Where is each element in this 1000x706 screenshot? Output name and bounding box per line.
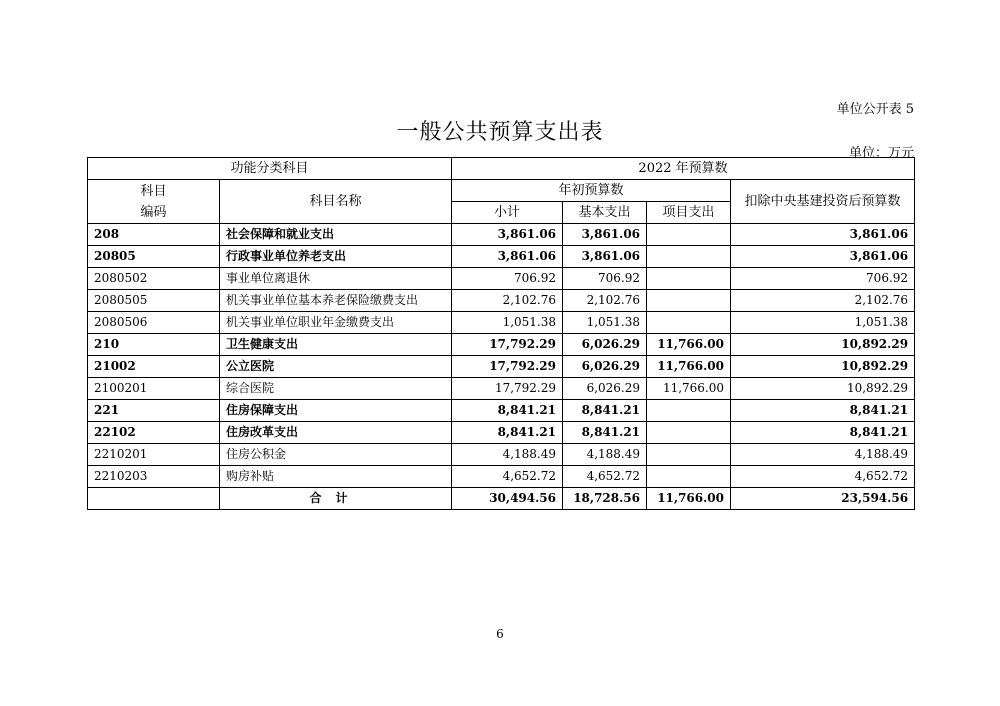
row-code: 221 [88,400,220,422]
row-subtotal: 8,841.21 [452,422,563,444]
row-basic: 6,026.29 [563,378,647,400]
row-name: 住房公积金 [220,444,452,466]
table-row [88,268,915,290]
column-header-code [88,180,220,224]
row-basic: 3,861.06 [563,246,647,268]
row-project: 11,766.00 [647,356,731,378]
row-name: 行政事业单位养老支出 [220,246,452,268]
row-after: 1,051.38 [731,312,915,334]
unit-label: 单位：万元 [848,146,914,161]
row-name: 公立医院 [220,356,452,378]
page-number: 6 [496,627,504,641]
table-row [88,356,915,378]
column-header-initial: 年初预算数 [452,180,731,202]
total-project: 11,766.00 [647,488,731,510]
row-project: 11,766.00 [647,378,731,400]
row-basic: 6,026.29 [563,356,647,378]
row-after: 3,861.06 [731,246,915,268]
column-header-code-line2: 编码 [140,204,167,220]
row-subtotal: 17,792.29 [452,334,563,356]
total-code-cell [88,488,220,510]
row-subtotal: 706.92 [452,268,563,290]
row-after: 3,861.06 [731,224,915,246]
row-basic: 8,841.21 [563,400,647,422]
row-name: 机关事业单位职业年金缴费支出 [220,312,452,334]
table-row [88,290,915,312]
row-after: 8,841.21 [731,400,915,422]
column-header-after: 扣除中央基建投资后预算数 [731,180,915,224]
group-header-budget-year: 2022 年预算数 [452,158,915,180]
total-row [88,488,915,510]
table-row [88,378,915,400]
row-subtotal: 17,792.29 [452,378,563,400]
row-project [647,466,731,488]
row-subtotal: 8,841.21 [452,400,563,422]
table-row [88,466,915,488]
row-project: 11,766.00 [647,334,731,356]
row-name: 购房补贴 [220,466,452,488]
row-name: 事业单位离退休 [220,268,452,290]
row-name: 住房保障支出 [220,400,452,422]
row-subtotal: 17,792.29 [452,356,563,378]
row-basic: 1,051.38 [563,312,647,334]
row-code: 20805 [88,246,220,268]
row-project [647,400,731,422]
row-after: 8,841.21 [731,422,915,444]
row-after: 10,892.29 [731,334,915,356]
budget-table [87,157,915,510]
row-code: 2080506 [88,312,220,334]
row-project [647,224,731,246]
total-after: 23,594.56 [731,488,915,510]
group-header-function: 功能分类科目 [88,158,452,180]
row-code: 22102 [88,422,220,444]
column-header-project: 项目支出 [647,202,731,224]
row-subtotal: 4,188.49 [452,444,563,466]
row-subtotal: 3,861.06 [452,246,563,268]
row-basic: 706.92 [563,268,647,290]
row-subtotal: 2,102.76 [452,290,563,312]
row-name: 社会保障和就业支出 [220,224,452,246]
table-row [88,224,915,246]
table-row [88,246,915,268]
row-after: 10,892.29 [731,378,915,400]
table-row [88,422,915,444]
row-project [647,268,731,290]
row-project [647,312,731,334]
row-code: 2210203 [88,466,220,488]
table-row [88,444,915,466]
row-project [647,246,731,268]
row-code: 208 [88,224,220,246]
row-code: 2100201 [88,378,220,400]
row-name: 卫生健康支出 [220,334,452,356]
row-basic: 6,026.29 [563,334,647,356]
column-header-code-line1: 科目 [140,183,167,199]
row-basic: 4,188.49 [563,444,647,466]
row-after: 706.92 [731,268,915,290]
row-name: 综合医院 [220,378,452,400]
row-basic: 8,841.21 [563,422,647,444]
row-name: 机关事业单位基本养老保险缴费支出 [220,290,452,312]
row-code: 21002 [88,356,220,378]
total-basic: 18,728.56 [563,488,647,510]
page-title: 一般公共预算支出表 [396,120,604,145]
form-code: 单位公开表 5 [836,102,914,117]
total-subtotal: 30,494.56 [452,488,563,510]
table-row [88,334,915,356]
table-row [88,312,915,334]
row-subtotal: 3,861.06 [452,224,563,246]
column-header-basic: 基本支出 [563,202,647,224]
row-code: 2210201 [88,444,220,466]
total-label: 合计 [220,488,452,510]
row-code: 2080505 [88,290,220,312]
row-after: 10,892.29 [731,356,915,378]
row-basic: 2,102.76 [563,290,647,312]
column-header-subtotal: 小计 [452,202,563,224]
column-header-name: 科目名称 [220,180,452,224]
row-subtotal: 4,652.72 [452,466,563,488]
row-name: 住房改革支出 [220,422,452,444]
row-code: 210 [88,334,220,356]
row-basic: 3,861.06 [563,224,647,246]
row-project [647,444,731,466]
table-row [88,400,915,422]
row-code: 2080502 [88,268,220,290]
row-after: 4,188.49 [731,444,915,466]
row-after: 4,652.72 [731,466,915,488]
row-subtotal: 1,051.38 [452,312,563,334]
row-basic: 4,652.72 [563,466,647,488]
row-project [647,422,731,444]
row-after: 2,102.76 [731,290,915,312]
row-project [647,290,731,312]
